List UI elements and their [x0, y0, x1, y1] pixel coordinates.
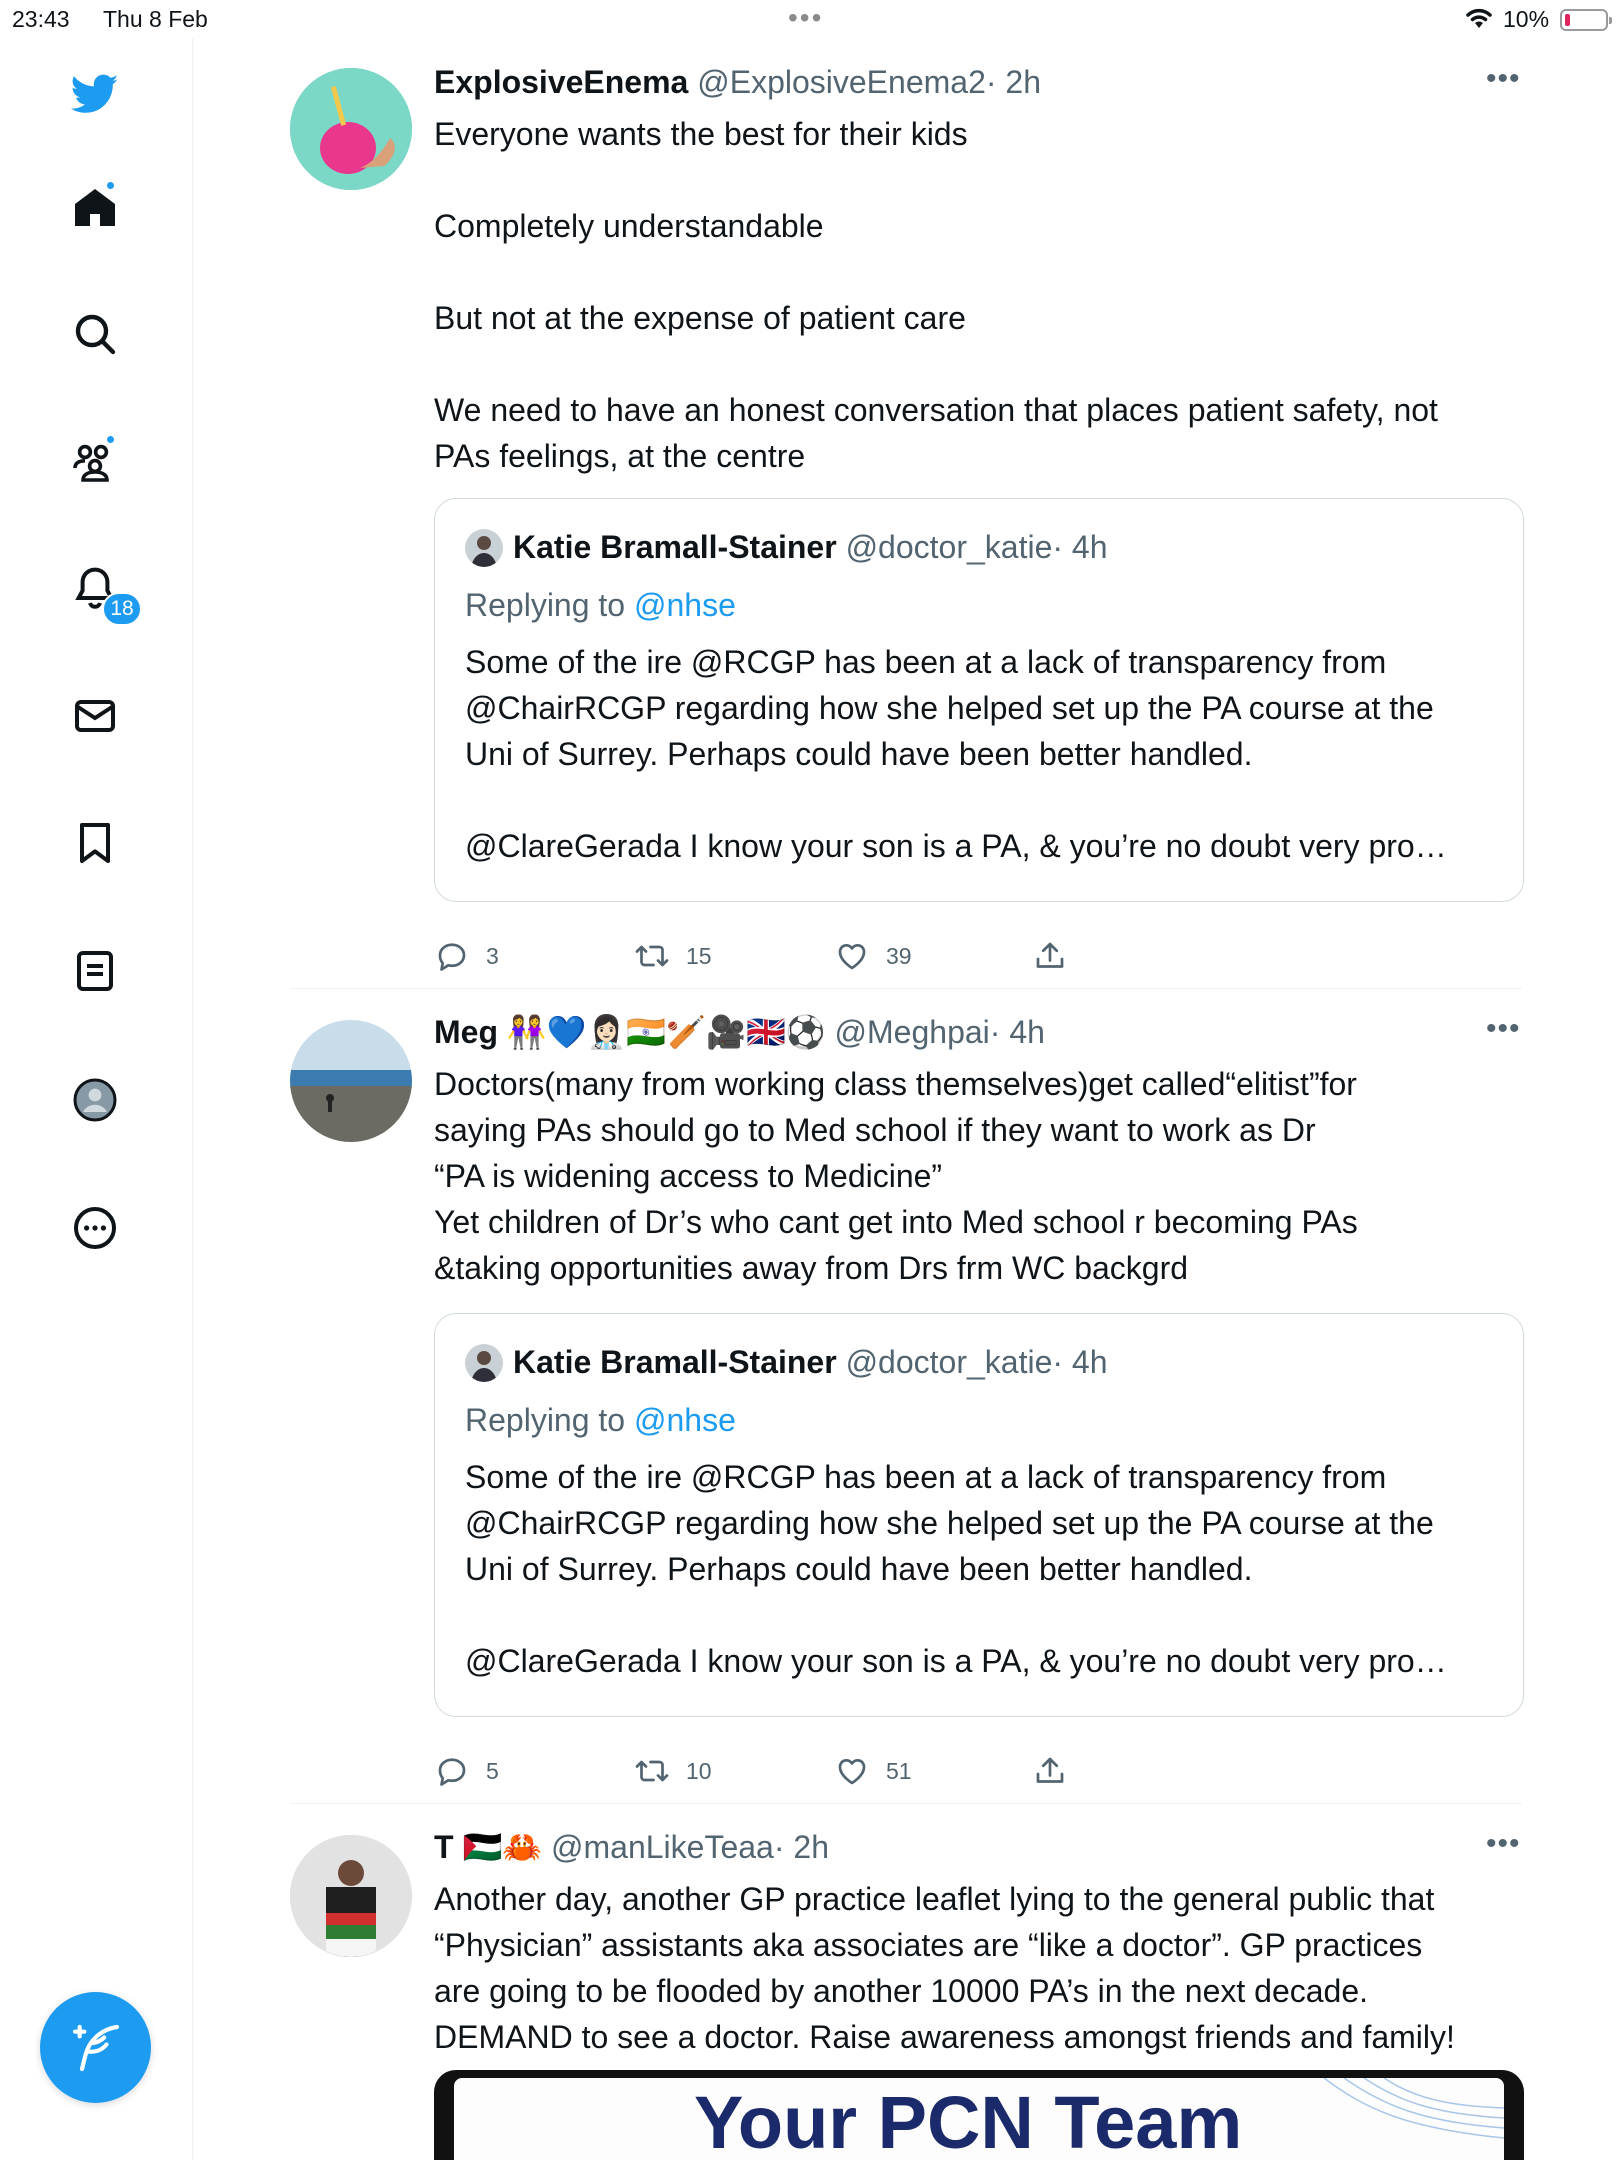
quoted-text-line: Some of the ire @RCGP has been at a lack of transparency from: [465, 1459, 1387, 1495]
retweet-icon: [634, 938, 670, 974]
like-button[interactable]: [834, 938, 912, 974]
tweet-text-line: &taking opportunities away from Drs frm WC backgrd: [434, 1250, 1189, 1286]
home-icon[interactable]: [67, 180, 123, 236]
retweet-icon: [634, 1753, 670, 1789]
quoted-avatar: [465, 529, 503, 567]
author-name[interactable]: ExplosiveEnema: [434, 64, 689, 100]
tweet-divider: [290, 1803, 1522, 1804]
quoted-text-line: [465, 1592, 1505, 1638]
quoted-text-line: @ChairRCGP regarding how she helped set up the PA course at the: [465, 1505, 1434, 1541]
more-options-button[interactable]: •••: [1486, 62, 1521, 95]
quoted-text-line: @ClareGerada I know your son is a PA, & you’re no doubt very pro…: [465, 828, 1447, 864]
tweet-text-line: Completely understandable: [434, 208, 824, 244]
retweet-button[interactable]: [634, 1753, 712, 1789]
tweet-divider: [290, 988, 1522, 989]
status-date: Thu 8 Feb: [103, 6, 208, 32]
messages-icon[interactable]: [67, 688, 123, 744]
quoted-author-name: Katie Bramall-Stainer: [513, 529, 837, 565]
quoted-text-line: @ChairRCGP regarding how she helped set up the PA course at the: [465, 690, 1434, 726]
battery-icon: [1560, 9, 1608, 31]
battery-percent: 10%: [1503, 6, 1550, 32]
replying-to: [465, 584, 736, 626]
quoted-author-handle: @doctor_katie: [845, 529, 1053, 565]
avatar[interactable]: [290, 1020, 412, 1142]
communities-notification-dot: [105, 434, 116, 445]
quoted-header: [513, 526, 1108, 568]
more-options-button[interactable]: •••: [1486, 1827, 1521, 1860]
quoted-text-line: Uni of Surrey. Perhaps could have been better handled.: [465, 736, 1253, 772]
tweet-text-line: [434, 157, 1524, 203]
tweet-text-line: are going to be flooded by another 10000 PA’s in the next decade.: [434, 1973, 1369, 2009]
lists-icon[interactable]: [67, 943, 123, 999]
tweet-text-line: DEMAND to see a doctor. Raise awareness amongst friends and family!: [434, 2019, 1455, 2055]
quoted-text-line: Uni of Surrey. Perhaps could have been better handled.: [465, 1551, 1253, 1587]
author-name[interactable]: T 🇵🇸🦀: [434, 1829, 543, 1865]
tweet-text-line: But not at the expense of patient care: [434, 300, 966, 336]
status-time: 23:43: [12, 6, 70, 32]
heart-icon: [834, 938, 870, 974]
tweet-text-line: [434, 249, 1524, 295]
profile-icon[interactable]: [67, 1072, 123, 1128]
retweet-count: 15: [686, 942, 712, 969]
quoted-author-name: Katie Bramall-Stainer: [513, 1344, 837, 1380]
like-button[interactable]: [834, 1753, 912, 1789]
share-icon: [1032, 938, 1068, 974]
avatar[interactable]: [290, 1835, 412, 1957]
notifications-badge: 18: [102, 592, 142, 626]
author-handle[interactable]: @manLikeTeaa: [551, 1829, 774, 1865]
retweet-button[interactable]: [634, 938, 712, 974]
tweet-header: [434, 1827, 829, 1867]
reply-button[interactable]: [434, 938, 499, 974]
like-count: 39: [886, 942, 912, 969]
author-handle[interactable]: @ExplosiveEnema2: [697, 64, 986, 100]
quoted-text-line: [465, 777, 1505, 823]
home-notification-dot: [105, 180, 116, 191]
replying-to-link[interactable]: @nhse: [633, 1402, 736, 1438]
share-icon: [1032, 1753, 1068, 1789]
tweet-text: [434, 111, 1524, 479]
quoted-time: · 4h: [1052, 1344, 1108, 1380]
tweet-header: [434, 1012, 1045, 1052]
status-bar: [0, 0, 1620, 38]
tweet-time[interactable]: · 4h: [989, 1014, 1045, 1050]
tweet-text-line: Another day, another GP practice leaflet lying to the general public that: [434, 1881, 1435, 1917]
reply-count: 5: [486, 1757, 499, 1784]
replying-to-link[interactable]: @nhse: [633, 587, 736, 623]
quoted-text-line: @ClareGerada I know your son is a PA, & you’re no doubt very pro…: [465, 1643, 1447, 1679]
avatar[interactable]: [290, 68, 412, 190]
tweet-text-line: saying PAs should go to Med school if they want to work as Dr: [434, 1112, 1316, 1148]
replying-to-label: Replying to: [465, 587, 634, 623]
retweet-count: 10: [686, 1757, 712, 1784]
leaflet-wave-pattern: [1304, 2078, 1504, 2160]
tweet-text-line: Yet children of Dr’s who cant get into Med school r becoming PAs: [434, 1204, 1358, 1240]
tweet-actions: [434, 1753, 1134, 1793]
tweet-text-line: Doctors(many from working class themselves)get called“elitist”for: [434, 1066, 1357, 1102]
tweet-text-line: We need to have an honest conversation that places patient safety, not: [434, 392, 1438, 428]
tweet-text: [434, 1061, 1524, 1291]
quoted-text: [465, 639, 1505, 869]
more-icon[interactable]: [67, 1200, 123, 1256]
replying-to: [465, 1399, 736, 1441]
tweet-text: [434, 1876, 1524, 2060]
tweet-media-image[interactable]: [434, 2070, 1524, 2160]
compose-tweet-button[interactable]: [40, 1992, 151, 2103]
quoted-text: [465, 1454, 1505, 1684]
multitasking-handle[interactable]: •••: [788, 2, 824, 33]
feather-plus-icon: [68, 2020, 124, 2076]
author-handle[interactable]: @Meghpai: [834, 1014, 990, 1050]
reply-button[interactable]: [434, 1753, 499, 1789]
more-options-button[interactable]: •••: [1486, 1012, 1521, 1045]
quoted-tweet[interactable]: [434, 1313, 1524, 1717]
quoted-avatar: [465, 1344, 503, 1382]
reply-count: 3: [486, 942, 499, 969]
tweet-text-line: Everyone wants the best for their kids: [434, 116, 968, 152]
tweet-time[interactable]: · 2h: [773, 1829, 829, 1865]
quoted-tweet[interactable]: [434, 498, 1524, 902]
heart-icon: [834, 1753, 870, 1789]
quoted-text-line: Some of the ire @RCGP has been at a lack of transparency from: [465, 644, 1387, 680]
quoted-time: · 4h: [1052, 529, 1108, 565]
sidebar-nav: [0, 38, 193, 2160]
search-icon[interactable]: [67, 306, 123, 362]
like-count: 51: [886, 1757, 912, 1784]
bookmarks-icon[interactable]: [67, 815, 123, 871]
author-name[interactable]: Meg 👭💙👩🏻‍⚕️🇮🇳🏏🎥🇬🇧⚽️: [434, 1014, 826, 1050]
tweet-actions: [434, 938, 1134, 978]
reply-icon: [434, 938, 470, 974]
tweet-text-line: “PA is widening access to Medicine”: [434, 1158, 943, 1194]
tweet-text-line: “Physician” assistants aka associates are “like a doctor”. GP practices: [434, 1927, 1423, 1963]
quoted-author-handle: @doctor_katie: [845, 1344, 1053, 1380]
communities-icon[interactable]: [67, 434, 123, 490]
tweet-time[interactable]: · 2h: [985, 64, 1041, 100]
twitter-logo-icon[interactable]: [67, 66, 123, 122]
media-leaflet: [454, 2078, 1504, 2160]
quoted-header: [513, 1341, 1108, 1383]
tweet-text-line: PAs feelings, at the centre: [434, 438, 806, 474]
leaflet-title: Your PCN Team: [694, 2081, 1243, 2160]
wifi-icon: [1463, 6, 1495, 36]
share-button[interactable]: [1032, 938, 1068, 974]
reply-icon: [434, 1753, 470, 1789]
replying-to-label: Replying to: [465, 1402, 634, 1438]
tweet-text-line: [434, 341, 1524, 387]
share-button[interactable]: [1032, 1753, 1068, 1789]
tweet-header: [434, 62, 1041, 102]
